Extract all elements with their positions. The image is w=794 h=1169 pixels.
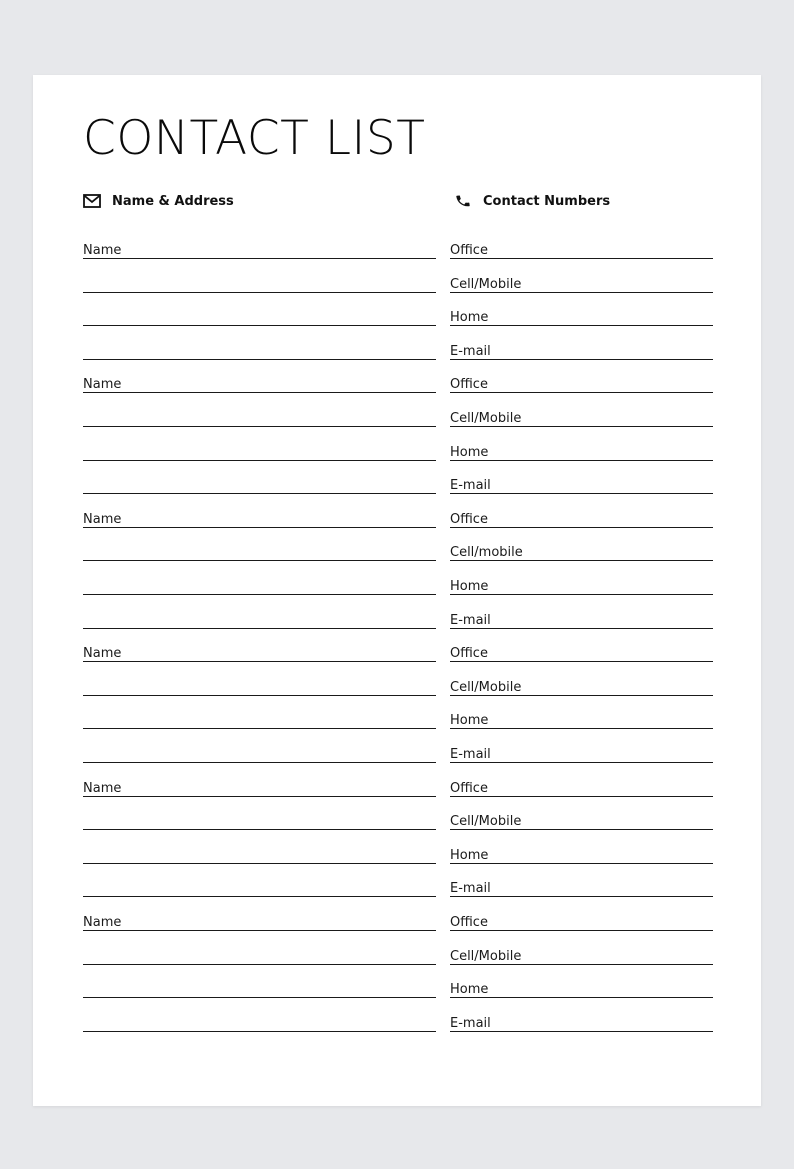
- address-line[interactable]: [83, 628, 436, 629]
- contact-field-label: Home: [450, 713, 489, 728]
- address-line[interactable]: [83, 359, 436, 360]
- name-line[interactable]: [83, 243, 436, 259]
- name-line[interactable]: [83, 781, 436, 797]
- contact-field-label: E-mail: [450, 344, 491, 359]
- contact-number-line[interactable]: [450, 814, 713, 830]
- contact-field-label: Cell/Mobile: [450, 814, 522, 829]
- address-line[interactable]: [83, 762, 436, 763]
- contact-number-line[interactable]: [450, 848, 713, 864]
- contact-field-label: Office: [450, 781, 488, 796]
- contact-field-label: Cell/Mobile: [450, 949, 522, 964]
- address-line[interactable]: [83, 829, 436, 830]
- contact-number-line[interactable]: [450, 579, 713, 595]
- contact-number-line[interactable]: [450, 747, 713, 763]
- contact-number-line[interactable]: [450, 377, 713, 393]
- contact-field-label: Office: [450, 243, 488, 258]
- name-address-header-label: Name & Address: [112, 193, 234, 209]
- phone-icon: [454, 192, 472, 210]
- contact-list-sheet: [33, 75, 761, 1106]
- contact-number-line[interactable]: [450, 344, 713, 360]
- contact-field-label: Cell/Mobile: [450, 680, 522, 695]
- contact-number-line[interactable]: [450, 310, 713, 326]
- contact-field-label: Cell/mobile: [450, 545, 523, 560]
- contact-number-line[interactable]: [450, 646, 713, 662]
- address-line[interactable]: [83, 1031, 436, 1032]
- name-label: Name: [83, 781, 122, 796]
- address-line[interactable]: [83, 292, 436, 293]
- address-line[interactable]: [83, 460, 436, 461]
- contact-field-label: Home: [450, 848, 489, 863]
- name-label: Name: [83, 915, 122, 930]
- address-line[interactable]: [83, 896, 436, 897]
- contact-number-line[interactable]: [450, 881, 713, 897]
- name-label: Name: [83, 512, 122, 527]
- contact-number-line[interactable]: [450, 613, 713, 629]
- contact-numbers-header: [454, 190, 610, 212]
- contact-number-line[interactable]: [450, 445, 713, 461]
- contact-field-label: E-mail: [450, 613, 491, 628]
- contact-number-line[interactable]: [450, 411, 713, 427]
- contact-number-line[interactable]: [450, 713, 713, 729]
- address-line[interactable]: [83, 997, 436, 998]
- name-label: Name: [83, 377, 122, 392]
- address-line[interactable]: [83, 493, 436, 494]
- contact-field-label: Office: [450, 646, 488, 661]
- contact-field-label: Home: [450, 445, 489, 460]
- contact-number-line[interactable]: [450, 277, 713, 293]
- contact-number-line[interactable]: [450, 982, 713, 998]
- contact-field-label: Home: [450, 579, 489, 594]
- name-line[interactable]: [83, 377, 436, 393]
- contact-field-label: Office: [450, 915, 488, 930]
- name-line[interactable]: [83, 646, 436, 662]
- contact-numbers-header-label: Contact Numbers: [483, 193, 611, 209]
- contact-number-line[interactable]: [450, 1016, 713, 1032]
- page-title: CONTACT LIST: [83, 111, 426, 166]
- contact-field-label: E-mail: [450, 1016, 491, 1031]
- name-address-header: [83, 190, 234, 212]
- contact-number-line[interactable]: [450, 949, 713, 965]
- name-line[interactable]: [83, 512, 436, 528]
- contact-field-label: Office: [450, 377, 488, 392]
- contact-number-line[interactable]: [450, 680, 713, 696]
- address-line[interactable]: [83, 964, 436, 965]
- contact-field-label: Cell/Mobile: [450, 277, 522, 292]
- contact-number-line[interactable]: [450, 781, 713, 797]
- contact-field-label: E-mail: [450, 478, 491, 493]
- contact-field-label: Home: [450, 982, 489, 997]
- name-label: Name: [83, 646, 122, 661]
- contact-number-line[interactable]: [450, 915, 713, 931]
- name-label: Name: [83, 243, 122, 258]
- contact-number-line[interactable]: [450, 478, 713, 494]
- contact-number-line[interactable]: [450, 512, 713, 528]
- address-line[interactable]: [83, 325, 436, 326]
- contact-field-label: Home: [450, 310, 489, 325]
- address-line[interactable]: [83, 863, 436, 864]
- contact-field-label: E-mail: [450, 881, 491, 896]
- address-line[interactable]: [83, 728, 436, 729]
- contact-number-line[interactable]: [450, 243, 713, 259]
- contact-number-line[interactable]: [450, 545, 713, 561]
- address-line[interactable]: [83, 560, 436, 561]
- envelope-icon: [83, 192, 101, 210]
- contact-field-label: Office: [450, 512, 488, 527]
- name-line[interactable]: [83, 915, 436, 931]
- address-line[interactable]: [83, 426, 436, 427]
- contact-field-label: Cell/Mobile: [450, 411, 522, 426]
- address-line[interactable]: [83, 594, 436, 595]
- contact-field-label: E-mail: [450, 747, 491, 762]
- address-line[interactable]: [83, 695, 436, 696]
